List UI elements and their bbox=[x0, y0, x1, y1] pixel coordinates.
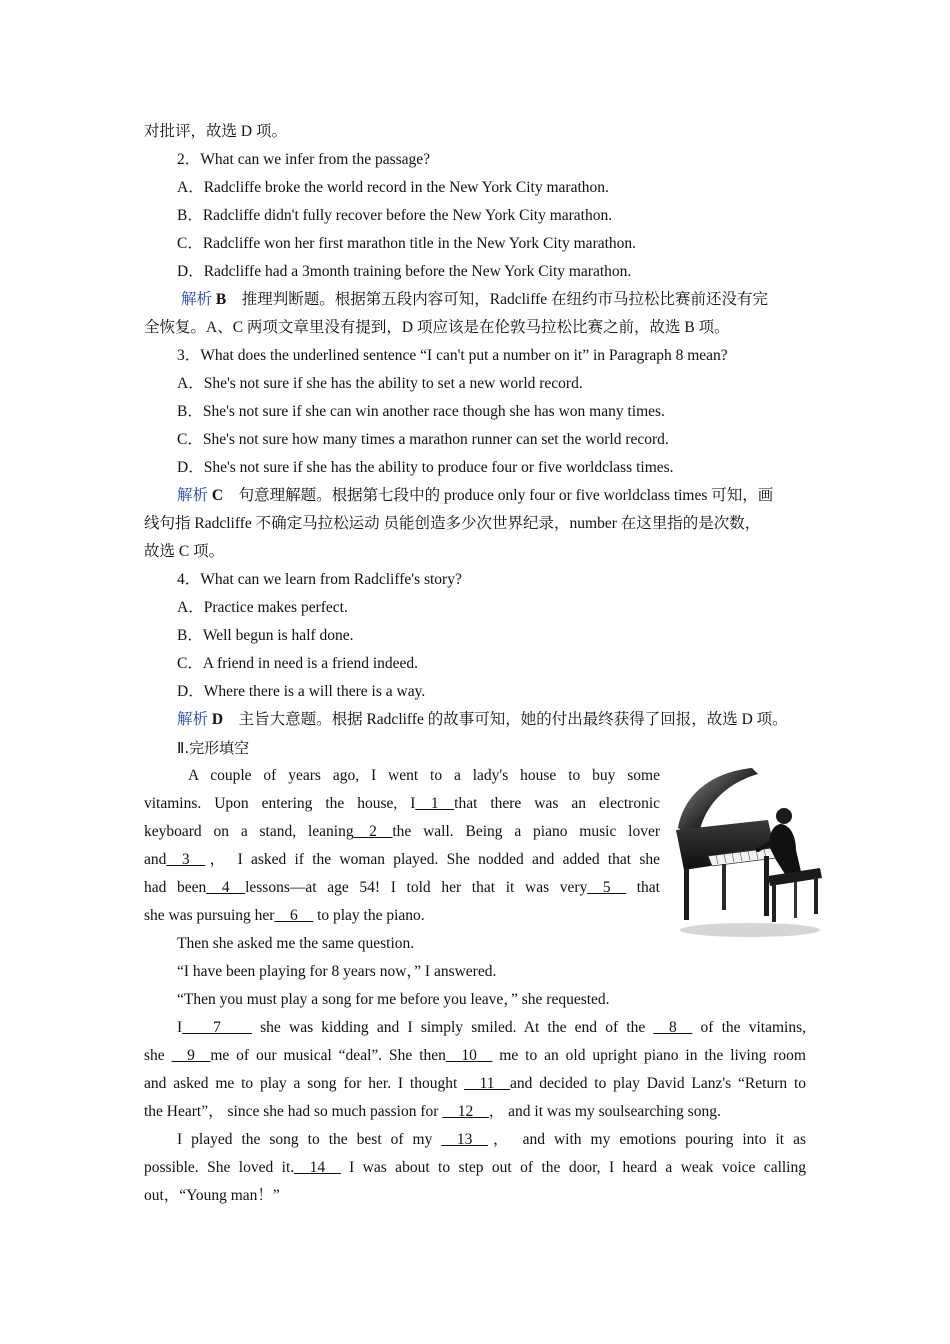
blank-9: __9__ bbox=[171, 1047, 211, 1064]
cloze-line: “Then you must play a song for me before you leave，” she requested. bbox=[177, 991, 610, 1008]
option-3c: C．She's not sure how many times a marathon runner can set the world record. bbox=[177, 431, 669, 448]
blank-8: __8__ bbox=[653, 1019, 693, 1036]
cloze-line bbox=[177, 1126, 806, 1154]
question-4: 4．What can we learn from Radcliffe's story? bbox=[177, 571, 462, 588]
option-3b: B．She's not sure if she can win another race though she has won many times. bbox=[177, 403, 665, 420]
analysis-label: 解析 bbox=[181, 291, 213, 308]
text-span: me of our musical “deal”. She then bbox=[210, 1047, 446, 1064]
analysis-label: 解析 bbox=[177, 711, 209, 728]
blank-2: __2__ bbox=[353, 823, 393, 840]
text-span: and decided to play David Lanz's “Return to bbox=[510, 1075, 807, 1092]
blank-4: __4__ bbox=[206, 879, 246, 896]
blank-14: __14__ bbox=[294, 1159, 341, 1176]
text-line: 线句指 Radcliffe 不确定马拉松运动 员能创造多少次世界纪录，number 在这里指的是次数， bbox=[144, 515, 761, 532]
text-span: me to an old upright piano in the living room bbox=[492, 1047, 806, 1064]
option-3a: A．She's not sure if she has the ability to set a new world record. bbox=[177, 375, 583, 392]
option-4b: B．Well begun is half done. bbox=[177, 627, 354, 644]
analysis-text: 句意理解题。根据第七段中的 produce only four or five worldclass times 可知，画 bbox=[223, 487, 774, 504]
blank-1: __1__ bbox=[415, 795, 455, 812]
text-span: ， and with my emotions pouring into it as bbox=[487, 1131, 807, 1148]
text-span: ， and it was my soulsearching song. bbox=[488, 1103, 721, 1120]
text-span: had been bbox=[144, 879, 207, 896]
text-span: vitamins. Upon entering the house, I bbox=[144, 795, 416, 812]
analysis-3 bbox=[177, 482, 806, 510]
text-span: the wall. Being a piano music lover bbox=[392, 823, 660, 840]
cloze-line bbox=[144, 1070, 806, 1098]
cloze-line: A couple of years ago, I went to a lady's house to buy some bbox=[188, 767, 660, 784]
analysis-2 bbox=[181, 286, 806, 314]
option-2c: C．Radcliffe won her first marathon title in the New York City marathon. bbox=[177, 235, 637, 252]
section-heading: Ⅱ.完形填空 bbox=[177, 739, 250, 757]
option-2a: A．Radcliffe broke the world record in the New York City marathon. bbox=[177, 179, 609, 196]
text-line: 全恢复。A、C 两项文章里没有提到，D 项应该是在伦敦马拉松比赛之前，故选 B 项。 bbox=[144, 319, 730, 336]
option-4d: D．Where there is a will there is a way. bbox=[177, 683, 426, 700]
blank-6: __6__ bbox=[274, 907, 314, 924]
text-span: I bbox=[177, 1019, 183, 1036]
text-span: I was about to step out of the door, I heard a weak voice calling bbox=[340, 1159, 806, 1176]
text-span: that there was an electronic bbox=[454, 795, 661, 812]
cloze-line bbox=[144, 874, 660, 902]
answer-letter: C bbox=[211, 487, 224, 504]
text-line: 故选 C 项。 bbox=[144, 543, 225, 560]
blank-10: __10__ bbox=[445, 1047, 493, 1064]
text-span: and bbox=[144, 851, 167, 868]
blank-3: __3__ bbox=[166, 851, 206, 868]
analysis-4 bbox=[177, 706, 806, 734]
text-line: 对批评，故选 D 项。 bbox=[144, 123, 287, 140]
cloze-line bbox=[144, 790, 660, 818]
text-span: she was pursuing her bbox=[144, 907, 275, 924]
blank-13: __13__ bbox=[441, 1131, 488, 1148]
cloze-line: “I have been playing for 8 years now，” I answered. bbox=[177, 963, 497, 980]
text-span: that bbox=[626, 879, 660, 896]
text-span: keyboard on a stand, leaning bbox=[144, 823, 354, 840]
text-span: I played the song to the best of my bbox=[177, 1131, 442, 1148]
cloze-line bbox=[177, 1014, 806, 1042]
option-3d: D．She's not sure if she has the ability to produce four or five worldclass times. bbox=[177, 459, 674, 476]
cloze-line bbox=[144, 818, 660, 846]
analysis-text: 推理判断题。根据第五段内容可知，Radcliffe 在纽约市马拉松比赛前还没有完 bbox=[226, 291, 768, 308]
text-span: the Heart”， since she had so much passion for bbox=[144, 1103, 443, 1120]
blank-5: __5__ bbox=[587, 879, 627, 896]
blank-12: __12__ bbox=[442, 1103, 489, 1120]
analysis-text: 主旨大意题。根据 Radcliffe 的故事可知，她的付出最终获得了回报，故选 D 项。 bbox=[223, 711, 788, 728]
question-2: 2．What can we infer from the passage? bbox=[177, 151, 431, 168]
answer-letter: B bbox=[215, 291, 227, 308]
cloze-line bbox=[144, 846, 660, 874]
text-span: ， I asked if the woman played. She nodded and added that she bbox=[205, 851, 660, 868]
cloze-line bbox=[144, 1154, 806, 1182]
option-4c: C．A friend in need is a friend indeed. bbox=[177, 655, 419, 672]
grand-piano-player-illustration bbox=[672, 764, 824, 940]
blank-7: ____7____ bbox=[182, 1019, 252, 1036]
blank-11: __11__ bbox=[464, 1075, 511, 1092]
text-span: and asked me to play a song for her. I thought bbox=[144, 1075, 465, 1092]
option-4a: A．Practice makes perfect. bbox=[177, 599, 348, 616]
answer-letter: D bbox=[211, 711, 224, 728]
text-span: she was kidding and I simply smiled. At the end of the bbox=[251, 1019, 654, 1036]
question-3: 3．What does the underlined sentence “I can't put a number on it” in Paragraph 8 mean? bbox=[177, 347, 728, 364]
text-span: possible. She loved it. bbox=[144, 1159, 295, 1176]
text-span: she bbox=[144, 1047, 172, 1064]
cloze-line bbox=[144, 1042, 806, 1070]
text-span: lessons—at age 54! I told her that it was very bbox=[245, 879, 588, 896]
option-2b: B．Radcliffe didn't fully recover before the New York City marathon. bbox=[177, 207, 613, 224]
cloze-line bbox=[144, 1098, 806, 1126]
text-span: to play the piano. bbox=[313, 907, 425, 924]
cloze-line: Then she asked me the same question. bbox=[177, 935, 415, 952]
analysis-label: 解析 bbox=[177, 487, 209, 504]
option-2d: D．Radcliffe had a 3month training before the New York City marathon. bbox=[177, 263, 632, 280]
text-span: of the vitamins, bbox=[692, 1019, 806, 1036]
cloze-line: out，“Young man！” bbox=[144, 1187, 280, 1204]
